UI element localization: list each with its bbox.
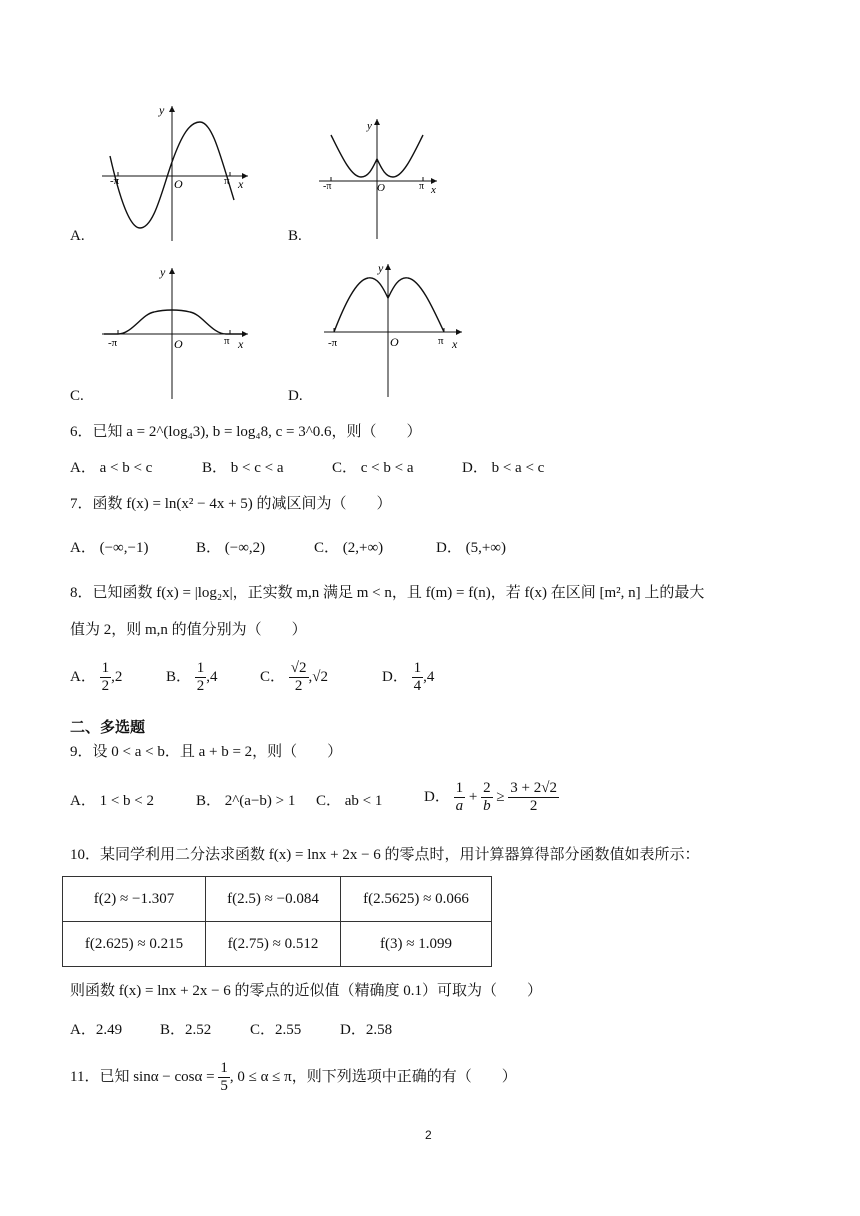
numerator: √2 [290,660,307,676]
numerator: 1 [101,660,110,676]
denominator: a [455,798,464,814]
denominator: 5 [220,1078,228,1094]
q8-option-a-letter: A． [70,668,96,685]
q7-option-d[interactable]: D． (5,+∞) [436,540,506,556]
q7-option-b[interactable]: B． (−∞,2) [196,540,266,556]
q9-option-a[interactable]: A． 1 < b < 2 [70,793,155,809]
q9-stem: 9．设 0 < a < b．且 a + b = 2，则（ ） [70,744,343,760]
graph-d-pi-label: π [438,335,444,347]
q7-option-a[interactable]: A． (−∞,−1) [70,540,149,556]
graph-a-option-label[interactable]: A. [70,228,85,244]
q8-option-a-fraction [100,660,112,695]
q8-option-b-rest: ,4 [206,668,218,685]
q8-option-b-fraction [195,660,207,695]
graph-a-origin-label: O [174,177,183,191]
numerator: 2 [483,780,491,796]
graph-b-option-label[interactable]: B. [288,228,302,244]
q10-stem: 10．某同学利用二分法求函数 f(x) = lnx + 2x − 6 的零点时，用计算器算得部分函数值如表所示： [70,847,700,863]
table-cell: f(2) ≈ −1.307 [63,877,206,922]
q8-option-b[interactable] [166,660,218,695]
q8-stem-line1: 8．已知函数 f(x) = |log₂x|，正实数 m,n 满足 m < n，且 f(m) = f(n)，若 f(x) 在区间 [m², n] 上的最大 [70,585,705,601]
q11-fraction [218,1060,230,1095]
graph-b-y-label: y [367,120,372,132]
graph-option-d [318,260,468,398]
q10-option-d[interactable]: D．2.58 [340,1022,393,1038]
q8-option-a[interactable] [70,660,122,695]
denominator: 2 [529,798,538,814]
graph-a-y-label: y [159,103,165,117]
q6-stem: 6．已知 a = 2^(log₄3), b = log₄8, c = 3^0.6，则（ ） [70,424,422,440]
q8-option-c[interactable] [260,660,328,695]
table-cell: f(2.75) ≈ 0.512 [206,922,341,967]
graph-c-pi-label: π [224,335,230,347]
graph-option-b [313,115,443,240]
q11-stem-start: 11．已知 sinα − cosα = [70,1068,215,1085]
graph-d-option-label[interactable]: D. [288,388,303,404]
graph-d-y-label: y [378,261,384,275]
q9-option-d[interactable] [424,780,559,815]
graph-a-neg-pi-label: -π [110,175,120,187]
graph-d-neg-pi-label: -π [328,337,338,349]
q9-option-c[interactable]: C． ab < 1 [316,793,383,809]
q9-option-d-plus: + [468,788,478,805]
numerator: 1 [220,1060,228,1076]
q9-option-b[interactable]: B． 2^(a−b) > 1 [196,793,296,809]
denominator: b [483,798,491,814]
denominator: 2 [101,678,110,694]
q8-option-a-rest: ,2 [111,668,123,685]
graph-c-y-label: y [160,265,166,279]
q10-option-a[interactable]: A．2.49 [70,1022,123,1038]
q8-option-c-rest: ,√2 [308,668,328,685]
q6-option-c[interactable]: C． c < b < a [332,460,414,476]
q8-option-d[interactable] [382,660,434,695]
q8-stem-line2: 值为 2，则 m,n 的值分别为（ ） [70,622,307,638]
numerator: 1 [196,660,205,676]
graph-b-pi-label: π [419,181,425,192]
q9-option-d-fraction-3 [508,780,559,815]
table-cell: f(3) ≈ 1.099 [341,922,492,967]
q10-option-c[interactable]: C．2.55 [250,1022,302,1038]
table-row [63,877,492,922]
denominator: 2 [196,678,205,694]
q9-option-d-letter: D． [424,788,450,805]
graph-b-neg-pi-label: -π [323,181,332,192]
graph-b-origin-label: O [377,182,385,194]
q9-option-d-fraction-2 [481,780,493,815]
q10-question: 则函数 f(x) = lnx + 2x − 6 的零点的近似值（精确度 0.1）可取为（ ） [70,983,543,999]
q8-option-d-fraction [412,660,424,695]
q8-option-d-rest: ,4 [423,668,435,685]
q11-stem-end: , 0 ≤ α ≤ π，则下列选项中正确的有（ ） [229,1068,517,1085]
graph-c-x-label: x [238,337,244,351]
table-cell: f(2.5) ≈ −0.084 [206,877,341,922]
function-value-table [62,876,492,967]
q8-option-d-letter: D． [382,668,408,685]
q6-option-a[interactable]: A． a < b < c [70,460,153,476]
q8-option-c-letter: C． [260,668,286,685]
graph-d-origin-label: O [390,335,399,349]
page-number: 2 [425,1128,432,1142]
numerator: 1 [413,660,422,676]
graph-a-pi-label: π [224,175,230,187]
numerator: 3 + 2√2 [510,780,557,796]
graph-option-c [96,262,256,400]
graph-d-x-label: x [452,337,458,351]
q8-option-b-letter: B． [166,668,192,685]
graph-b-x-label: x [431,184,436,196]
q9-option-d-ge: ≥ [496,788,505,805]
graph-c-origin-label: O [174,337,183,351]
graph-a-x-label: x [238,177,244,191]
q7-stem: 7．函数 f(x) = ln(x² − 4x + 5) 的减区间为（ ） [70,496,392,512]
table-cell: f(2.5625) ≈ 0.066 [341,877,492,922]
q8-option-c-fraction [289,660,309,695]
table-cell: f(2.625) ≈ 0.215 [63,922,206,967]
graph-c-option-label[interactable]: C. [70,388,84,404]
graph-option-a [96,100,256,242]
denominator: 2 [294,678,303,694]
denominator: 4 [413,678,422,694]
numerator: 1 [455,780,464,796]
table-row [63,922,492,967]
q11-stem [70,1060,517,1095]
q6-option-b[interactable]: B． b < c < a [202,460,284,476]
q6-option-d[interactable]: D． b < a < c [462,460,545,476]
q7-option-c[interactable]: C． (2,+∞) [314,540,384,556]
section-heading-multiple-choice: 二、多选题 [70,718,146,736]
q10-option-b[interactable]: B．2.52 [160,1022,212,1038]
graph-c-neg-pi-label: -π [108,337,118,349]
q9-option-d-fraction-1 [454,780,466,815]
